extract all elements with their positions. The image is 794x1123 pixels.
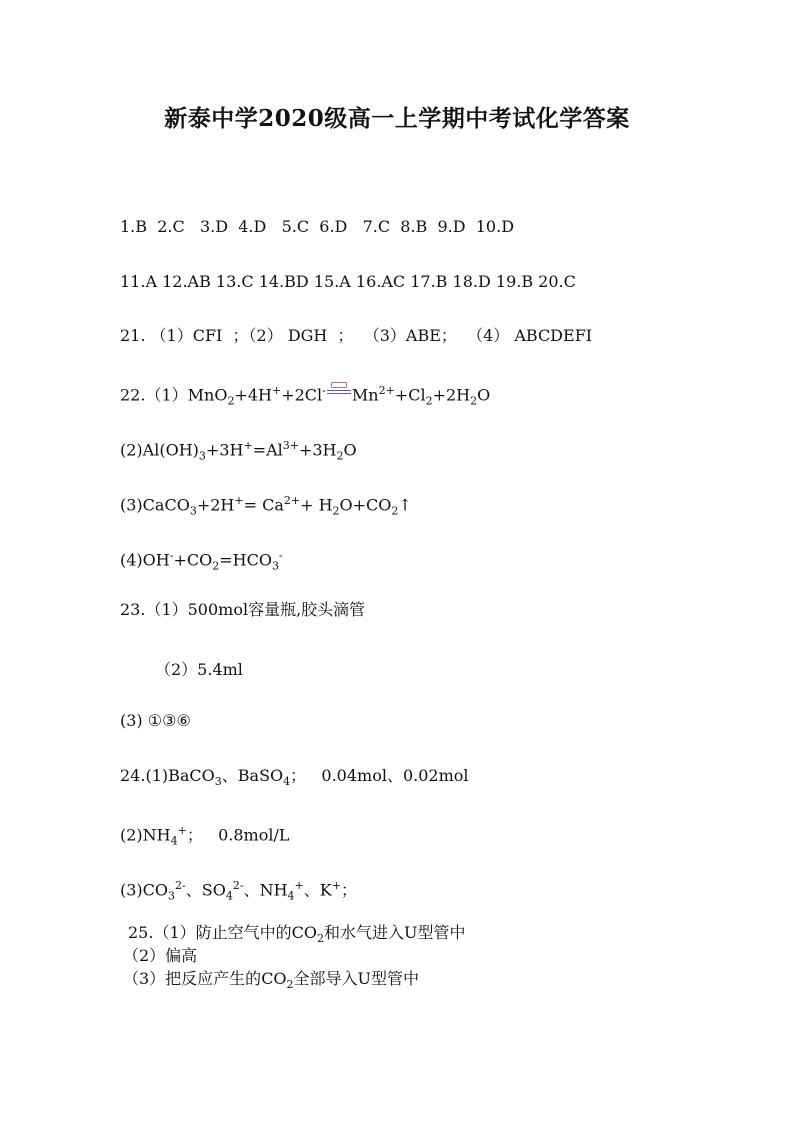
answer-22-2: $(2)Al(OH)_3+3H^+=Al^{3+}+3H_2O$ — [120, 439, 357, 463]
answer-22-4: $(4)OH^-+CO_2=HCO_3^-$ — [120, 549, 283, 573]
answers-row-1: 1.B 2.C 3.D 4.D 5.C 6.D 7.C 8.B 9.D 10.D — [120, 217, 515, 236]
answer-25-1: 25.（1）防止空气中的$CO_2$和水气进入U型管中 — [128, 923, 466, 946]
answer-23-2: （2）5.4ml — [155, 660, 243, 679]
answer-22-3: (3)CaCO$_3$+2H+= $Ca^{2+}+$ $H_2O+CO_2↑$ — [120, 494, 412, 518]
answer-23-1: 23.（1）500mol容量瓶,胶头滴管 — [120, 600, 366, 619]
answers-row-2: 11.A 12.AB 13.C 14.BD 15.A 16.AC 17.B 18.D 19.B 20.C — [120, 272, 576, 291]
answer-24-3: $(3)CO_3^{2-}$、$SO_4^{2-}$、$NH_4^+$、K+； — [120, 879, 357, 903]
answer-25-3: （3）把反应产生的$CO_2$全部导入U型管中 — [123, 969, 420, 992]
answer-21: 21. （1）CFI ；（2） DGH ； （3）ABE； （4） ABCDEFI — [120, 326, 593, 345]
answer-24-2: $(2)NH_4^+$； 0.8mol/L — [120, 824, 290, 848]
answer-24-1: 24.(1)BaCO$_3$、BaSO$_4$； 0.04mol、0.02mol — [120, 766, 469, 789]
answer-23-3: (3) ①③⑥ — [120, 711, 191, 730]
heating-condition-icon — [327, 380, 351, 394]
answer-25-2: （2）偏高 — [123, 946, 198, 965]
page-title: 新泰中学2020级高一上学期中考试化学答案 — [164, 105, 630, 132]
answer-22-1: 22.（1）MnO$_2$+4H++2Cl- $Mn^{2+}+Cl_2+2H_2O$ — [120, 380, 490, 413]
